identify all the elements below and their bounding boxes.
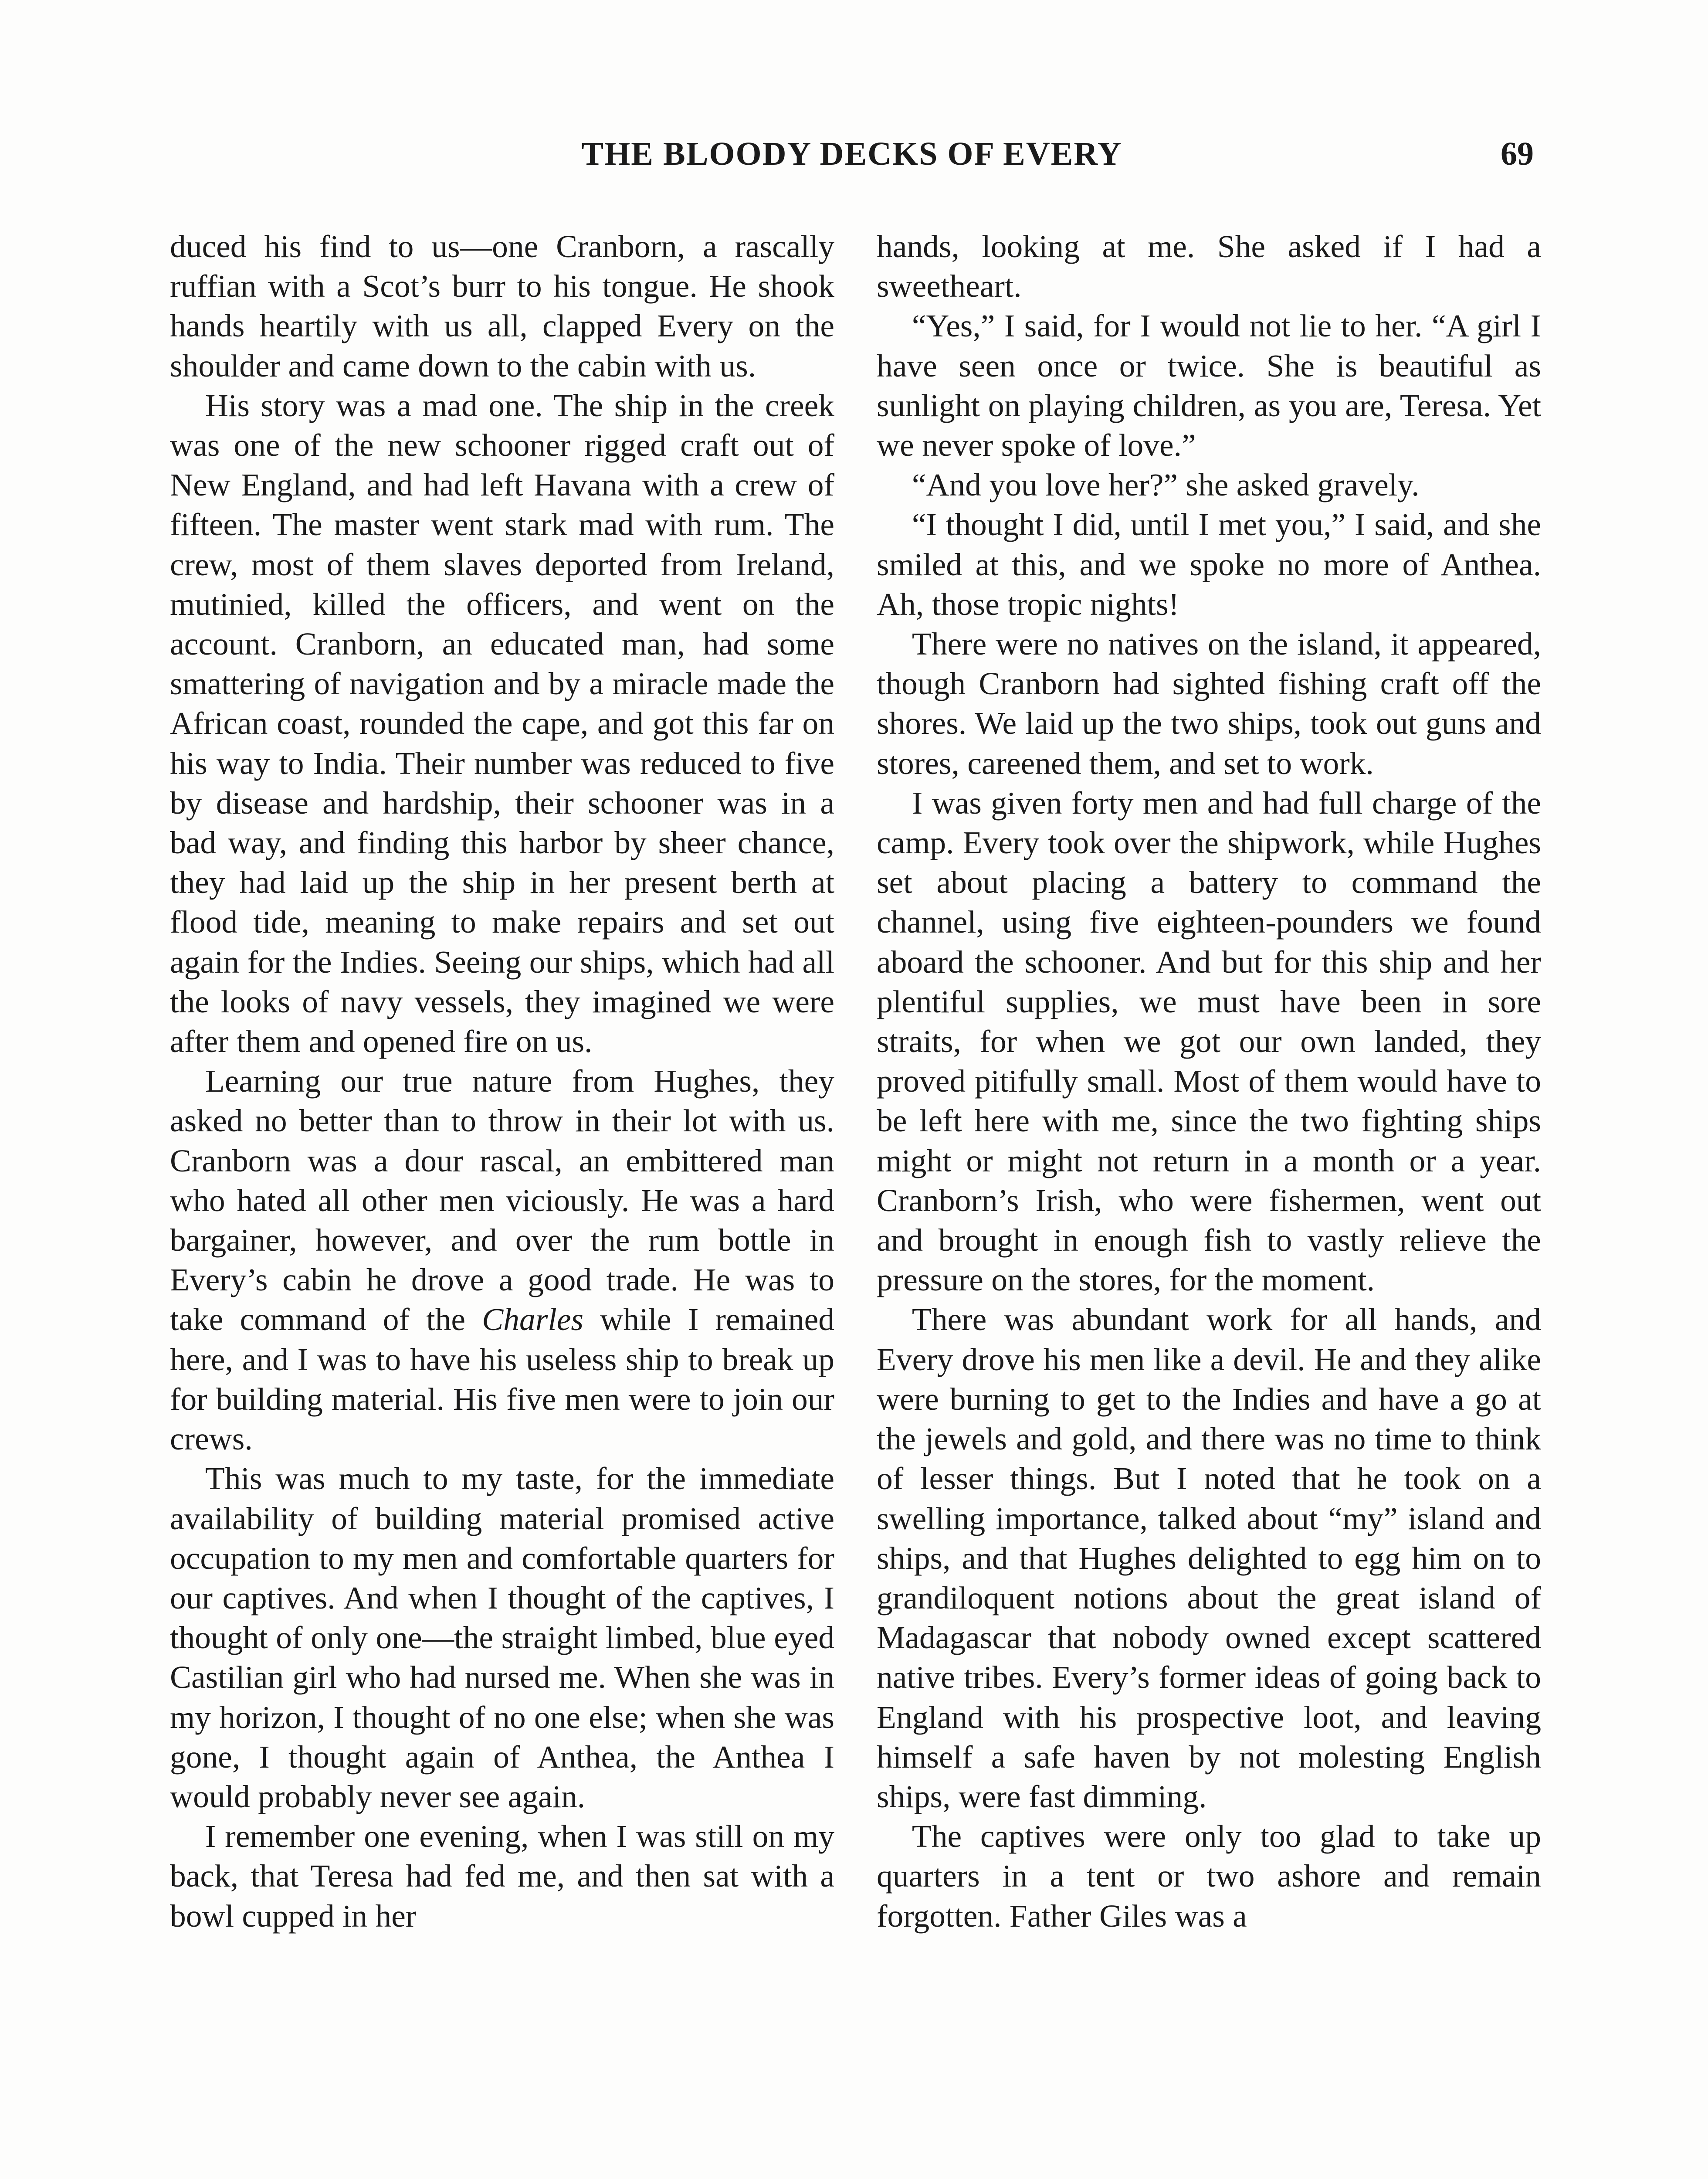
paragraph-text: while I remained here, and I was to have his useless ship to break up for building material. His five men were to join our crews.	[170, 1302, 834, 1457]
paragraph: duced his find to us—one Cranborn, a rascally ruffian with a Scot’s burr to his tongue. He shook hands heartily with us all, clapped Every on the shoulder and came down to the cabin with us.	[170, 229, 834, 384]
paragraph: “I thought I did, until I met you,” I said, and she smiled at this, and we spoke no more of Anthea. Ah, those tropic nights!	[877, 507, 1541, 622]
paragraph: There were no natives on the island, it appeared, though Cranborn had sighted fishing craft off the shores. We laid up the two ships, took out guns and stores, careened them, and set to work.	[877, 626, 1541, 781]
paragraph: His story was a mad one. The ship in the creek was one of the new schooner rigged craft out of New England, and had left Havana with a crew of fifteen. The master went stark mad with rum. The crew, most of them slaves deported from Ireland, mutinied, killed the officers, and went on the account. Cranborn, an educated man, had some smattering of navigation and by a miracle made the African coast, rounded the cape, and got this far on his way to India. Their number was reduced to five by disease and hardship, their schooner was in a bad way, and finding this harbor by sheer chance, they had laid up the ship in her present berth at flood tide, meaning to make repairs and set out again for the Indies. Seeing our ships, which had all the looks of navy vessels, they imagined we were after them and opened fire on us.	[170, 387, 834, 1059]
paragraph: I remember one evening, when I was still on my back, that Teresa had fed me, and then sat with a bowl cupped in her	[170, 1819, 834, 1934]
page-number: 69	[1501, 136, 1534, 172]
ship-name: Charles	[482, 1302, 584, 1337]
paragraph-text: Learning our true nature from Hughes, they asked no better than to throw in their lot with us. Cranborn was a dour rascal, an embittered man who hated all other men viciously. He was a hard bargainer, however, and over the rum bottle in Every’s cabin he drove a good trade.	[170, 1063, 834, 1298]
paragraph: The captives were only too glad to take up quarters in a tent or two ashore and remain forgotten. Father Giles was a	[877, 1819, 1541, 1934]
running-title: THE BLOODY DECKS OF EVERY	[581, 136, 1122, 172]
right-column	[877, 227, 1541, 1936]
paragraph: “Yes,” I said, for I would not lie to her. “A girl I have seen once or twice. She is beautiful as sunlight on playing children, as you are, Teresa. Yet we never spoke of love.”	[877, 308, 1541, 463]
paragraph: I was given forty men and had full charge of the camp. Every took over the shipwork, while Hughes set about placing a battery to command the channel, using five eighteen-pounders we found aboard the schooner. And but for this ship and her plentiful supplies, we must have been in sore straits, for when we got our own landed, they proved pitifully small. Most of them would have to be left here with me, since the two fighting ships might or might not return in a month or a year. Cranborn’s Irish, who were fishermen, went out and brought in enough fish to vastly relieve the pressure on the stores, for the moment.	[877, 785, 1541, 1298]
left-column	[170, 227, 834, 1936]
paragraph: “And you love her?” she asked gravely.	[912, 467, 1420, 503]
paragraph-text: He was to take command of the	[170, 1262, 834, 1337]
paragraph	[170, 1061, 834, 1459]
running-head	[170, 135, 1534, 183]
paragraph: There was abundant work for all hands, and Every drove his men like a devil. He and they alike were burning to get to the Indies and have a go at the jewels and gold, and there was no time to think of lesser things. But I noted that he took on a swelling importance, talked about “my” island and ships, and that Hughes delighted to egg him on to grandiloquent notions about the great island of Madagascar that nobody owned except scattered native tribes. Every’s former ideas of going back to England with his prospective loot, and leaving himself a safe haven by not molesting English ships, were fast dimming.	[877, 1302, 1541, 1814]
paragraph: This was much to my taste, for the immediate availability of building material promised active occupation to my men and comfortable quarters for our captives. And when I thought of the captives, I thought of only one—the straight limbed, blue eyed Castilian girl who had nursed me. When she was in my horizon, I thought of no one else; when she was gone, I thought again of Anthea, the Anthea I would probably never see again.	[170, 1461, 834, 1814]
paragraph: hands, looking at me. She asked if I had a sweetheart.	[877, 229, 1541, 304]
